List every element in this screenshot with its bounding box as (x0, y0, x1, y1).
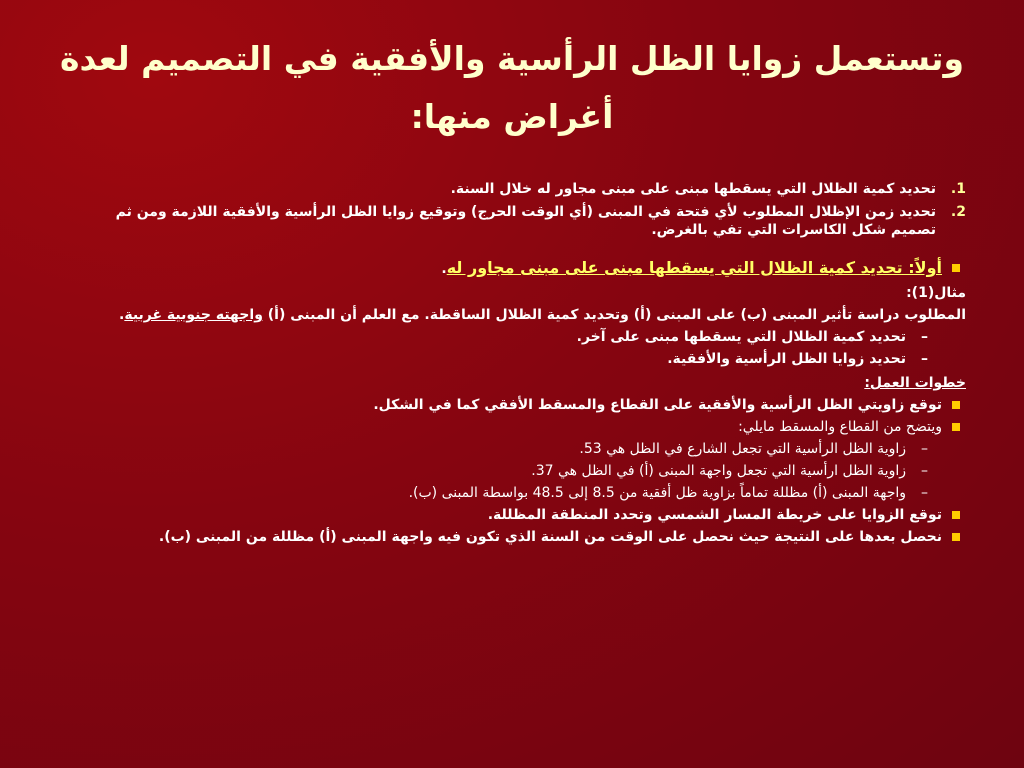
title-line-1: وتستعمل زوايا الظل الرأسية والأفقية في التصميم لعدة (60, 39, 964, 78)
sub-item-text: زاوية الظل ارأسية التي تجعل واجهة المبنى (أ) في الظل هي 37. (531, 463, 906, 479)
sub-list-item: – تحديد كمية الظلال التي يسقطها مبنى على آخر. (576, 329, 928, 345)
bullet-text: ويتضح من القطاع والمسقط مايلي: (738, 419, 942, 435)
sub-list-item: – تحديد زوايا الظل الرأسية والأفقية. (667, 351, 928, 367)
sub-list-item: – زاوية الظل ارأسية التي تجعل واجهة المبنى (أ) في الظل هي 37. (531, 463, 928, 479)
title-line-2: أغراض منها: (410, 97, 614, 136)
bullet-item-4 (66, 528, 966, 546)
bullet-text: توقع زاويتي الظل الرأسية والأفقية على القطاع والمسقط الأفقي كما في الشكل. (373, 397, 942, 413)
steps-label: خطوات العمل: (864, 375, 966, 391)
bullet-item-1 (66, 396, 966, 414)
item-text: تحديد زمن الإظلال المطلوب لأي فتحة في المبنى (أي الوقت الحرج) وتوقيع زوايا الظل الرأسية والأفقية اللازمة ومن ثم تصميم شكل الكاسرات التي تفي بالغرض. (115, 204, 936, 238)
square-bullet-icon (942, 506, 966, 524)
bullet-text: نحصل بعدها على النتيجة حيث نحصل على الوقت من السنة الذي تكون فيه واجهة المبنى (أ) مظللة من المبنى (ب). (158, 529, 942, 545)
item-number: 2. (950, 204, 966, 220)
item-text: تحديد كمية الظلال التي يسقطها مبنى على مبنى مجاور له خلال السنة. (450, 181, 936, 197)
sub-item-text: واجهة المبنى (أ) مظللة تماماً بزاوية ظل أفقية من 8.5 إلى 48.5 بواسطة المبنى (ب). (408, 485, 906, 501)
square-bullet-icon (942, 259, 966, 278)
requirement-text (66, 306, 966, 324)
square-bullet-icon (942, 396, 966, 414)
numbered-item-2 (66, 203, 966, 239)
requirement-end: . (119, 307, 125, 323)
sub-list-item: – زاوية الظل الرأسية التي تجعل الشارع في الظل هي 53. (579, 441, 928, 457)
section-heading-text: أولاً: تحديد كمية الظلال التي يسقطها مبنى على مبنى مجاور له (446, 258, 942, 277)
bullet-text: توقع الزوايا على خريطة المسار الشمسي وتحدد المنطقة المظللة. (487, 507, 942, 523)
sub-item-text: زاوية الظل الرأسية التي تجعل الشارع في الظل هي 53. (579, 441, 906, 457)
bullet-item-2 (66, 418, 966, 436)
sub-item-text: تحديد زوايا الظل الرأسية والأفقية. (667, 351, 906, 367)
bullet-item-3 (66, 506, 966, 524)
square-bullet-icon (942, 528, 966, 546)
square-bullet-icon (942, 418, 966, 436)
slide-content (66, 180, 966, 550)
sub-item-text: تحديد كمية الظلال التي يسقطها مبنى على آخر. (576, 329, 906, 345)
example-label: مثال(1): (906, 285, 966, 301)
requirement-pre: المطلوب دراسة تأثير المبنى (ب) على المبنى (أ) وتحديد كمية الظلال الساقطة. مع العلم أن المبنى (أ) (262, 307, 966, 323)
requirement-underlined: واجهته جنوبية غربية (124, 307, 263, 323)
numbered-item-1 (66, 180, 966, 198)
slide-title (30, 30, 994, 146)
item-number: 1. (950, 181, 966, 197)
sub-list-item: – واجهة المبنى (أ) مظللة تماماً بزاوية ظل أفقية من 8.5 إلى 48.5 بواسطة المبنى (ب). (408, 485, 928, 501)
section-heading: أولاً: تحديد كمية الظلال التي يسقطها مبنى على مبنى مجاور له. (66, 259, 966, 278)
